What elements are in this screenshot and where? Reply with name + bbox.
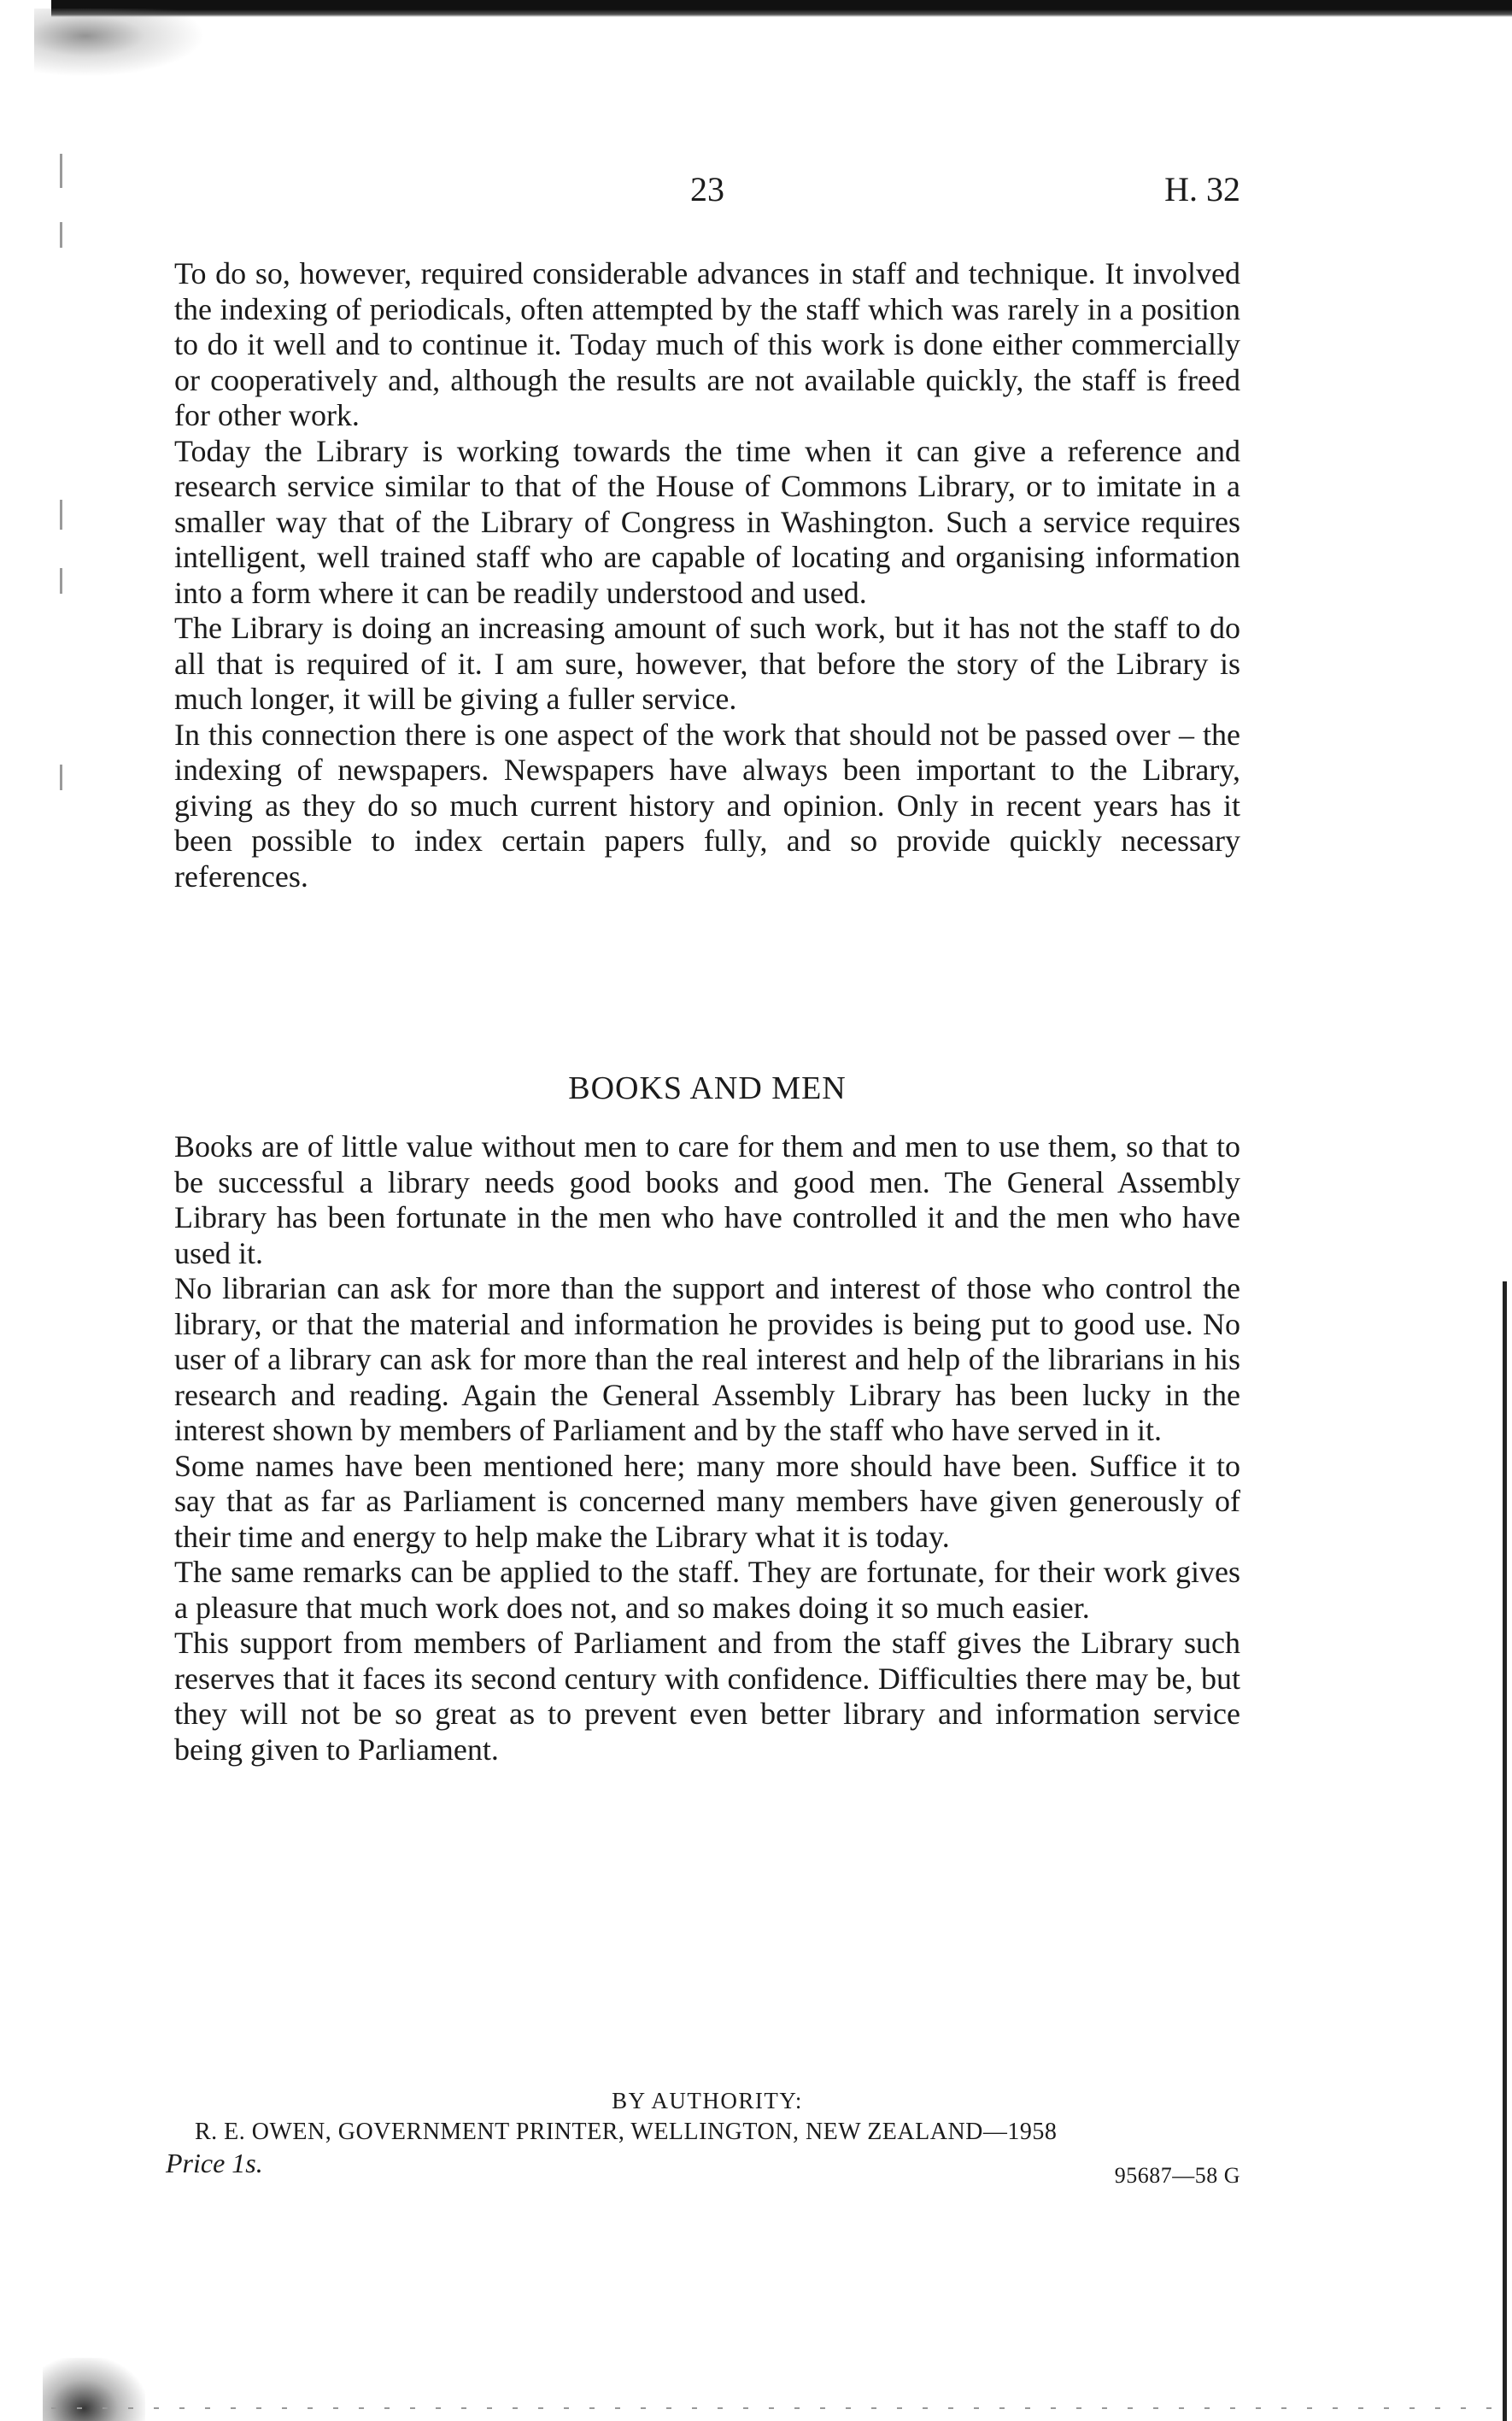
paragraph: The Library is doing an increasing amount of such work, but it has not the staff to do all that is required of it. I am sure, however, that before the story of the Library is much longer, it will be giving a fuller service. [174,611,1240,716]
paragraph: To do so, however, required considerable advances in staff and technique. It involved the indexing of periodicals, often attempted by the staff which was rarely in a position to do it well and to continue it. Today much of this work is done either commercially or cooperatively and, although the results are not available quickly, the staff is freed for other work. [174,256,1240,432]
body-section-2 [174,1129,1240,1767]
section-heading: BOOKS AND MEN [568,1070,847,1106]
paragraph: No librarian can ask for more than the support and interest of those who control the library, or that the material and information he provides is being put to good use. No user of a library can ask for more than the real interest and help of the librarians in his research and reading. Again the General Assembly Library has been lucky in the interest shown by members of Parliament and by the staff who have served in it. [174,1271,1240,1447]
paragraph: Some names have been mentioned here; many more should have been. Suffice it to say that as far as Parliament is concerned many members have given generously of their time and energy to help make the Library what it is today. [174,1448,1240,1554]
scan-margin-mark [60,500,62,530]
scan-margin-mark [60,222,62,248]
scan-right-edge [1503,1281,1507,2421]
paragraph: Today the Library is working towards the time when it can give a reference and research service similar to that of the House of Commons Library, or to imitate in a smaller way that of the Library of Congress in Washington. Such a service requires intelligent, well trained staff who are capable of locating and organising information into a form where it can be readily understood and used. [174,433,1240,610]
paragraph: The same remarks can be applied to the staff. They are fortunate, for their work gives a pleasure that much work does not, and so makes doing it so much easier. [174,1555,1240,1625]
printer-imprint: R. E. OWEN, GOVERNMENT PRINTER, WELLINGTON, NEW ZEALAND—1958 [195,2119,1058,2145]
scan-bottom-edge [51,2407,1503,2409]
document-code: H. 32 [1164,170,1240,208]
job-number: 95687—58 G [1114,2163,1240,2188]
scan-margin-mark [60,765,62,790]
scan-margin-mark [60,568,62,594]
paragraph: Books are of little value without men to care for them and men to use them, so that to be successful a library needs good books and good men. The General Assembly Library has been fortunate in the men who have controlled it and the men who have used it. [174,1129,1240,1270]
price: Price 1s. [166,2148,263,2178]
scan-margin-mark [60,154,62,188]
paragraph: In this connection there is one aspect of the work that should not be passed over – the indexing of newspapers. Newspapers have always been important to the Library, giving as they do so much current history and opinion. Only in recent years has it been possible to index certain papers fully, and so provide quickly necessary references. [174,717,1240,894]
body-section-1 [174,256,1240,894]
authority-line: BY AUTHORITY: [612,2088,803,2113]
scan-bottom-smudge [43,2358,145,2421]
page-number: 23 [690,170,724,208]
scan-top-border [51,0,1512,17]
paragraph: This support from members of Parliament and from the staff gives the Library such reserves that it faces its second century with confidence. Difficulties there may be, but they will not be so great as to prevent even better library and information service being given to Parliament. [174,1626,1240,1767]
scan-smudge [34,9,205,77]
running-head [174,169,1240,220]
